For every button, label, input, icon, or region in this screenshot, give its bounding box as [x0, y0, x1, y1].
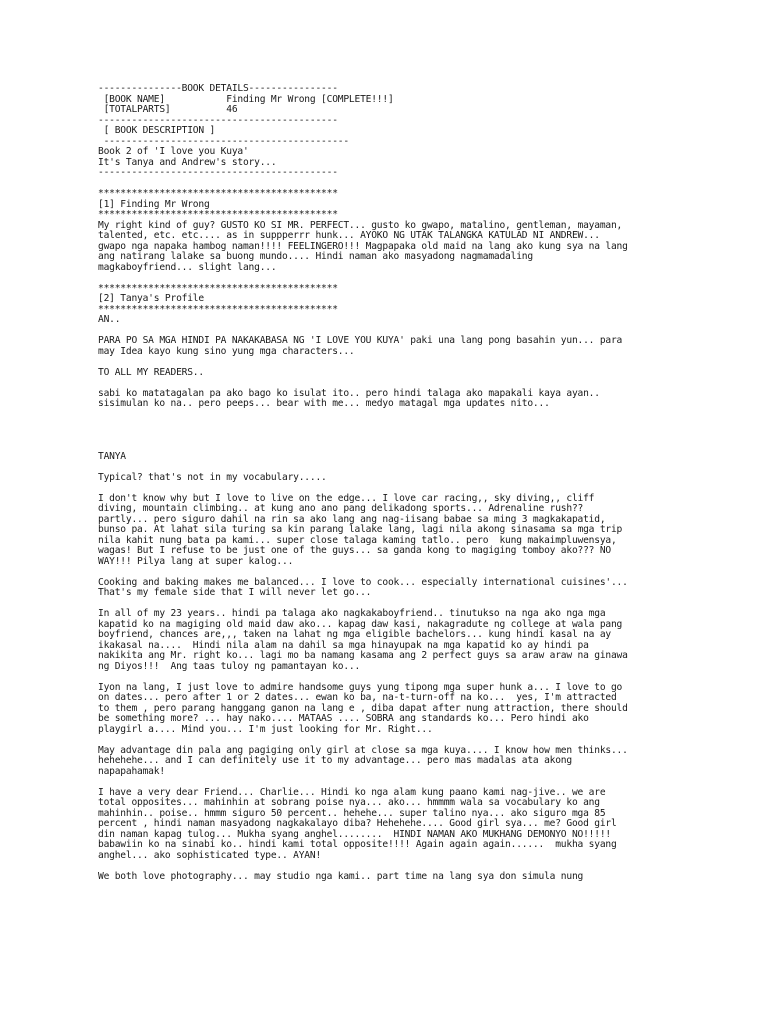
stars-divider: *******************************************	[98, 303, 338, 315]
author-note-label: AN..	[98, 314, 121, 325]
text-line: diving, mountain climbing.. at kung ano ano pang delikadong sports... Adrenaline rush??	[98, 503, 584, 514]
character-heading: TANYA	[98, 450, 126, 462]
text-line: ang natirang lalake sa buong mundo.... Hindi naman ako masyadong nagmamadaling	[98, 251, 533, 262]
text-line: nila kahit nung bata pa kami... super close talaga kaming tatlo.. pero kung makaimpluwensya,	[98, 534, 617, 546]
text-line: to them , pero parang hanggang ganon na lang e , diba dapat after nung attraction, there should	[98, 702, 628, 714]
stars-divider: *******************************************	[98, 188, 338, 199]
text-line: We both love photography... may studio nga kami.. part time na lang sya don simula nung	[98, 870, 584, 882]
text-line: I have a very dear Friend... Charlie... Hindi ko nga alam kung paano kami nag-jive.. we are	[98, 786, 606, 798]
text-line: WAY!!! Pilya lang at super kalog...	[98, 555, 294, 567]
text-line: That's my female side that I will never let go...	[98, 587, 372, 598]
text-line: Cooking and baking makes me balanced... I love to cook... especially international cuisines'...	[98, 576, 628, 588]
text-line: talented, etc. etc.... as in suppperrr hunk... AYOKO NG UTAK TALANGKA KATULAD NI ANDREW...	[98, 230, 600, 241]
divider: --------------------------------------------	[98, 135, 349, 147]
total-parts-line: [TOTALPARTS] 46	[98, 104, 238, 115]
divider: -------------------------------------------	[98, 167, 338, 178]
text-line: playgirl a.... Mind you... I'm just looking for Mr. Right...	[98, 723, 433, 735]
book-description-label: [ BOOK DESCRIPTION ]	[98, 125, 216, 136]
chapter-title: [1] Finding Mr Wrong	[98, 198, 210, 210]
text-line: My right kind of guy? GUSTO KO SI MR. PERFECT... gusto ko gwapo, matalino, gentleman, mayaman,	[98, 219, 623, 231]
chapter-title: [2] Tanya's Profile	[98, 293, 204, 304]
text-line: nakikita ang Mr. right ko... lagi mo ba namang kasama ang 2 perfect guys sa araw araw na ginawa	[98, 650, 628, 661]
readers-heading: TO ALL MY READERS..	[98, 366, 204, 378]
text-line: babawiin ko na sinabi ko.. hindi kami total opposite!!!! Again again again...... mukha syang	[98, 839, 617, 850]
text-line: anghel... ako sophisticated type.. AYAN!	[98, 849, 322, 861]
text-line: mahinhin.. poise.. hmmm siguro 50 percent.. hehehe... super talino nya... ako siguro mga 85	[98, 807, 606, 819]
text-line: on dates... pero after 1 or 2 dates... ewan ko ba, na-t-turn-off na ko... yes, I'm attracted	[98, 692, 617, 703]
text-line: May advantage din pala ang pagiging only girl at close sa mga kuya.... I know how men thinks...	[98, 744, 628, 756]
text-line: wagas! But I refuse to be just one of the guys... sa ganda kong to magiging tomboy ako??? NO	[98, 545, 611, 556]
text-line: be something more? ... hay nako.... MATAAS .... SOBRA ang standards ko... Pero hindi ako	[98, 713, 589, 724]
text-line: percent , hindi naman masyadong nagkakalayo diba? Hehehehe.... Good girl sya... me? Good girl	[98, 818, 617, 829]
book-details	[98, 84, 768, 179]
chapter-1	[98, 189, 768, 273]
text-line: Typical? that's not in my vocabulary.....	[98, 471, 327, 483]
text-line: total opposites... mahinhin at sobrang poise nya... ako... hmmmm wala sa vocabulary ko ang	[98, 797, 600, 808]
text-line: may Idea kayo kung sino yung mga characters...	[98, 345, 355, 357]
text-line: kapatid ko na magiging old maid daw ako... kapag daw kasi, nakagradute ng college at wala pang	[98, 618, 623, 630]
text-line: ng Diyos!!! Ang taas tuloy ng pamantayan ko...	[98, 660, 361, 672]
text-line: sisimulan ko na.. pero peeps... bear with me... medyo matagal mga updates nito...	[98, 398, 550, 409]
text-line: gwapo nga napaka hambog naman!!!! FEELINGERO!!! Magpapaka old maid na lang ako kung sya na lang	[98, 240, 628, 252]
text-line: I don't know why but I love to live on the edge... I love car racing,, sky diving,, cliff	[98, 492, 595, 504]
text-line: PARA PO SA MGA HINDI PA NAKAKABASA NG 'I LOVE YOU KUYA' paki una lang pong basahin yun... para	[98, 335, 623, 346]
description-line: Book 2 of 'I love you Kuya'	[98, 146, 249, 157]
text-line: Iyon na lang, I just love to admire handsome guys yung tipong mga super hunk a... I love to go	[98, 681, 623, 693]
text-line: sabi ko matatagalan pa ako bago ko isulat ito.. pero hindi talaga ako mapakali kaya ayan..	[98, 387, 600, 399]
book-details-header: ---------------BOOK DETAILS----------------	[98, 83, 338, 94]
stars-divider: *******************************************	[98, 282, 338, 294]
text-line: bunso pa. At lahat sila turing sa kin parang lalake lang, lagi nila akong sinasama sa mga trip	[98, 524, 623, 535]
divider: -------------------------------------------	[98, 114, 338, 126]
chapter-2	[98, 284, 768, 883]
text-line: partly... pero siguro dahil na rin sa ako lang ang nag-iisang babae sa ming 3 magkakapatid,	[98, 513, 606, 525]
text-line: napapahamak!	[98, 765, 165, 777]
description-line: It's Tanya and Andrew's story...	[98, 156, 277, 168]
text-line: din naman kapag tulog... Mukha syang anghel........ HINDI NAMAN AKO MUKHANG DEMONYO NO!!!!!	[98, 828, 611, 840]
text-line: magkaboyfriend... slight lang...	[98, 261, 277, 273]
stars-divider: *******************************************	[98, 209, 338, 220]
book-name-line: [BOOK NAME] Finding Mr Wrong [COMPLETE!!!]	[98, 93, 394, 105]
text-line: hehehehe... and I can definitely use it to my advantage... pero mas madalas ata akong	[98, 755, 572, 766]
text-line: In all of my 23 years.. hindi pa talaga ako nagkakaboyfriend.. tinutukso na nga ako nga mga	[98, 608, 606, 619]
text-line: ikakasal na.... Hindi nila alam na dahil sa mga hinayupak na mga kapatid ko ay hindi pa	[98, 639, 589, 651]
text-line: boyfriend, chances are,,, taken na lahat ng mga eligible bachelors... kung hindi kasal na ay	[98, 629, 611, 640]
